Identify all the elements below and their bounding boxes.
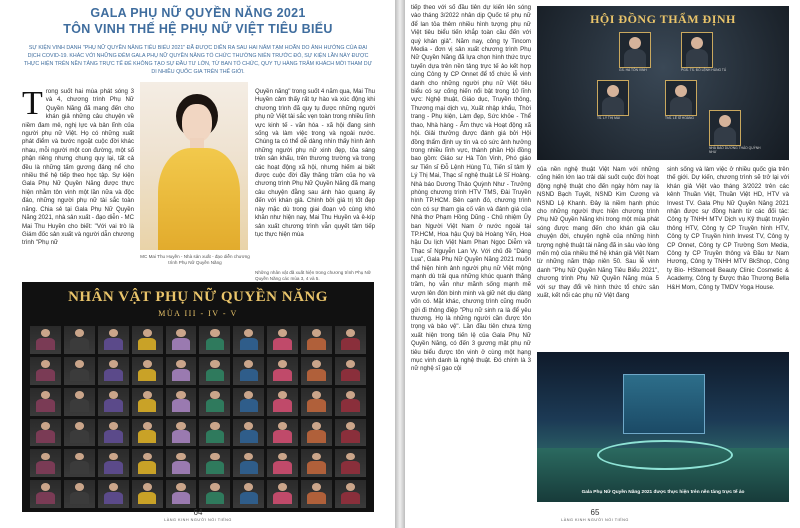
collage-portrait	[335, 388, 366, 416]
collage-portrait	[301, 480, 332, 508]
collage-portrait	[301, 449, 332, 477]
collage-portrait	[335, 357, 366, 385]
left-page	[0, 0, 395, 528]
portrait-dress	[158, 148, 240, 250]
collage-portrait	[267, 480, 298, 508]
collage-portrait	[233, 449, 264, 477]
collage-portrait	[335, 326, 366, 354]
collage-portrait	[64, 419, 95, 447]
collage-portrait	[199, 449, 230, 477]
collage-portrait	[267, 419, 298, 447]
collage-portrait	[30, 419, 61, 447]
collage-portrait	[267, 388, 298, 416]
collage-portrait	[64, 326, 95, 354]
portrait-face	[182, 104, 212, 142]
article-title-line1: GALA PHỤ NỮ QUYỀN NĂNG 2021	[90, 6, 306, 20]
collage-portrait	[132, 357, 163, 385]
collage-portrait	[64, 388, 95, 416]
collage-portrait	[30, 357, 61, 385]
collage-portrait	[199, 357, 230, 385]
collage-portrait	[335, 449, 366, 477]
collage-portrait	[132, 480, 163, 508]
virtual-stage-image	[537, 352, 789, 502]
right-column-1: tiếp theo với số đầu tiên dự kiến lên sóng vào tháng 3/2022 nhân dịp Quốc tế phụ nữ để lan tỏa thêm nhiều hình tượng phụ nữ Việt tiêu biểu tiến khắp toàn cầu đến với quý khán giả". Năm nay, công ty Tincom Media - đơn vị sản xuất chương trình Phụ Nữ Quyền Năng đã lựa chọn hình thức trực tuyến dựa trên nền tảng trực tế ảo kết hợp cùng Công ty CP Onnet để tổ chức lễ vinh danh cho những người phụ nữ Việt tiêu biểu có sự cống hiến nổi bật trong 10 lĩnh vực: Nghệ thuật, Giáo dục, Truyền thông, Thương mại dịch vụ, Xuất nhập khẩu, Thời trang - Phụ kiện, Làm đẹp, Sức khỏe - Thể thao, Nhà hàng - Ẩm thực và Hoạt động xã hội. Giải thưởng được đánh giá bởi Hội đồng thẩm định uy tín và có sức ảnh hưởng trong nhiều lĩnh vực, thành phần Hội đồng bao gồm: Giáo sư Hà Tôn Vinh, Phó giáo sư Tiến sĩ Đỗ Lệnh Hùng Tú, Tiến sĩ tâm lý Lý Thị Mai, Thạc sĩ nghệ thuật Lê Sĩ Hoàng. Nhà báo Dương Thảo Quỳnh Như - Trưởng phòng chương trình HTV TMS, Đài Truyền hình TP.HCM. Bên cạnh đó, chương trình còn có sự tham gia cố vấn và đánh giá của Nhà thơ Phạm Hồng Dũng - Chủ nhiệm Ủy ban Người Việt Nam ở nước ngoài tại TP.HCM, Hoa hậu Quý bà Hoàng Yến, Hoa hậu Du lịch Việt Nam Phan Ngọc Diễm và Thạc sĩ Nguyễn Lan Vy. Với chủ đề "Dáng Lụa", Gala Phụ Nữ Quyền Năng 2021 muốn thể hiện hình ảnh người phụ nữ Việt mộng mạnh dù trải qua những khúc quanh thăng trầm, họ vẫn như mãnh sống mạnh mẽ vượn lên đón bình minh và giữ nét dịu dàng vốn có. Mặt khác, chương trình cũng muốn gửi đi thông điệp "Phụ nữ sinh ra là để yêu thương. Họ là những người cần được tôn trọng và bảo vệ". Lần đầu tiên chưa từng xuất hiện trong tiến lệ của Gala Phụ Nữ Quyền Năng, có đến 3 gương mặt phụ nữ tiêu biểu được tôn vinh ở cùng một hạng mục vinh danh là nghệ thuật. Đó chính là 3 nữ nghệ sĩ gạo cội	[411, 4, 531, 373]
council-photo-4	[665, 80, 697, 116]
article-title-line2: TÔN VINH THẾ HỆ PHỤ NỮ VIỆT TIÊU BIỂU	[63, 22, 333, 36]
council-name-5: NHÀ BÁO DƯƠNG THẢO QUỲNH NHƯ	[709, 146, 761, 155]
stage-screen	[623, 374, 705, 434]
council-image	[537, 6, 789, 160]
footer-left: LÀNG KINH NGƯỜI NỔI TIẾNG	[164, 518, 232, 522]
collage-portrait	[132, 419, 163, 447]
women-collage-image	[22, 282, 374, 512]
council-name-4: ThS. LÊ SĨ HOÀNG	[665, 116, 694, 120]
image-caption: Những nhân vật đã xuất hiện trong chương trình Phụ Nữ Quyền Năng các mùa 3, 4 và 5.	[255, 270, 371, 281]
collage-portrait	[199, 388, 230, 416]
collage-portrait	[301, 419, 332, 447]
collage-portrait	[30, 480, 61, 508]
collage-portrait	[301, 388, 332, 416]
council-name-2: PGS. TS. ĐỖ LỆNH HÙNG TÚ	[681, 68, 727, 72]
drop-cap: T	[22, 85, 43, 122]
collage-portrait	[267, 449, 298, 477]
collage-portrait	[267, 326, 298, 354]
collage-portrait	[98, 449, 129, 477]
article-lead: SỰ KIỆN VINH DANH "PHỤ NỮ QUYỀN NĂNG TIÊU BIỂU 2021" ĐÃ ĐƯỢC DIỄN RA SAU HAI NĂM TẠM HOÃN DO ẢNH HƯỞNG CỦA ĐẠI DỊCH COVID-19. KHÁC VỚI NHỮNG ĐÊM GALA PHỤ NỮ QUYỀN NĂNG TỔ CHỨC THƯỜNG NIÊN TRƯỚC ĐÓ, SỰ KIỆN LẦN NÀY ĐƯỢC THỰC HIỆN TRÊN NỀN TẢNG TRỰC TẾ ĐỂ KHÔNG TẠO SỰ ĐẦU TƯ LỚN, TỪ BAN TỔ CHỨC, QUY TỤ HÀNG TRĂM KHÁCH MỜI THAM DỰ DI NHIỀU QUỐC GIA TRÊN THẾ GIỚI.	[23, 45, 373, 75]
collage-portrait	[30, 449, 61, 477]
collage-portrait	[132, 449, 163, 477]
collage-portrait	[233, 480, 264, 508]
collage-portrait	[233, 326, 264, 354]
collage-portrait	[132, 326, 163, 354]
footer-right: LÀNG KINH NGƯỜI NỔI TIẾNG	[561, 518, 629, 522]
collage-portrait	[98, 419, 129, 447]
council-title: HỘI ĐỒNG THẨM ĐỊNH	[590, 12, 736, 26]
collage-grid	[30, 326, 366, 508]
collage-portrait	[98, 388, 129, 416]
collage-portrait	[199, 480, 230, 508]
collage-portrait	[166, 326, 197, 354]
page-number-right: 65	[590, 508, 600, 517]
collage-portrait	[166, 449, 197, 477]
collage-portrait	[64, 357, 95, 385]
collage-portrait	[335, 419, 366, 447]
collage-portrait	[132, 388, 163, 416]
collage-portrait	[98, 357, 129, 385]
collage-portrait	[64, 449, 95, 477]
collage-portrait	[199, 326, 230, 354]
collage-portrait	[166, 480, 197, 508]
collage-portrait	[30, 326, 61, 354]
collage-portrait	[166, 357, 197, 385]
collage-portrait	[301, 326, 332, 354]
collage-portrait	[301, 357, 332, 385]
collage-portrait	[267, 357, 298, 385]
left-column-1-text: rong suốt hai mùa phát sóng 3 và 4, chương trình Phụ Nữ Quyền Năng đã mang đến cho khán giả những câu chuyện về niềm đam mê, nghị lực và bản lĩnh của người phụ nữ Việt. Họ có những xuất phát điểm và bước ngoặt cuộc đời khác nhau, mỗi người một con đường, một số phận riêng nhưng chung quy lại, tất cả đều là những tấm gương đáng nể cho nhiều thế hệ tiếp theo học tập. Sự kiện Gala Phụ Nữ Quyền Năng được thực hiện nhằm tôn vinh một lần nữa và độc đáo, những người phụ nữ tài sắc toàn năng. Chia sẻ tại Gala Phụ Nữ Quyền Năng 2021, nhà sản xuất - đạo diễn - MC Mai Thu Huyền cho biết: "Với vai trò là Giám đốc sản xuất và người dẫn chương trình "Phụ nữ	[22, 88, 134, 247]
council-photo-1	[619, 32, 651, 68]
stage-ring	[597, 440, 733, 470]
council-photo-5	[709, 110, 741, 146]
collage-portrait	[98, 326, 129, 354]
collage-portrait	[233, 388, 264, 416]
left-column-1	[22, 85, 134, 248]
right-page	[405, 0, 800, 528]
spread-gutter	[395, 0, 405, 528]
mc-portrait-photo	[140, 82, 248, 250]
collage-portrait	[166, 419, 197, 447]
collage-subtitle: MÙA III - IV - V	[158, 309, 238, 318]
right-column-3: sinh sống và làm việc ở nhiều quốc gia trên thế giới. Dự kiến, chương trình sẽ trở lại với khán giả Việt vào tháng 3/2022 trên các kênh Thuần Việt, Thuần Việt HD, HTV và Invest TV. Gala Phụ Nữ Quyền Năng 2021 nhận được sự đồng hành từ các đối tác: Công ty TNHH MTV Dịch vụ Kỹ thuật truyền thông HTV, Công ty CP Truyền hình HTV, Công ty CP Truyền hình Invest TV, Công ty CP Onnet, Công ty CP Trường Sơn Media, Công ty CP Truyền thông và Đầu tư Nam Hương, Công ty TNHH MTV BkShop, Công ty Bio- HStemcell Beauty Clinic Cosmetic & Academy, Công ty Được thảo Thương Bella H&H Mom, Công ty TMDV Yoga House.	[667, 166, 789, 291]
collage-portrait	[335, 480, 366, 508]
council-name-1: GS. HÀ TÔN VINH	[619, 68, 647, 72]
collage-portrait	[199, 419, 230, 447]
collage-portrait	[64, 480, 95, 508]
council-photo-2	[681, 32, 713, 68]
collage-portrait	[98, 480, 129, 508]
left-column-2: Quyền năng" trong suốt 4 năm qua, Mai Thu Huyền cảm thấy rất tự hào và xúc động khi chương trình đã quy tụ được những người phụ nữ Việt tài sắc vẹn toàn trong nhiều lĩnh vực kinh tế - văn hóa - xã hội đang sinh sống và làm việc trong và ngoài nước. Chúng ta có thể dễ dàng nhìn thấy hình ảnh những người phụ nữ xinh đẹp, tỏa sáng trên sân khấu, trên thương trường và trong các hoạt động xã hội, nhưng hiếm ai biết được cuộc đời đầy thăng trầm của họ và chương trình Phụ Nữ Quyền Năng đã mang câu chuyện đằng sau ánh hào quang ấy đến với khán giả. Chính bởi giá trị tốt đẹp này mặc dù trong giai đoạn vô cùng khó khăn như hiện nay, Mai Thu Huyền và ê-kíp sản xuất chương trình vẫn quyết tâm tiếp tục thực hiện mùa	[255, 88, 375, 238]
portrait-caption: MC Mai Thu Huyền - Nhà sản xuất - đạo diễn chương trình Phụ Nữ Quyền Năng	[140, 254, 250, 265]
collage-portrait	[166, 388, 197, 416]
council-name-3: TS. LÝ THỊ MAI	[597, 116, 621, 120]
collage-portrait	[233, 419, 264, 447]
collage-portrait	[233, 357, 264, 385]
council-photo-3	[597, 80, 629, 116]
right-column-2: của nền nghệ thuật Việt Nam với những cống hiến lớn lao trải dài suốt cuộc đời hoạt động nghệ thuật cho đến ngày hôm nay là NSND Bạch Tuyết, NSND Kim Cương và NSND Lệ Khanh. Đây là niềm hạnh phúc cho những người thực hiện chương trình Phụ Nữ Quyền Năng khi trong một mùa phát sóng được mang đến cho khán giả câu chuyện đời, chuyện nghề của những hình tượng nghệ thuật tài năng đã in sâu vào lòng mến mộ của nhiều thế hệ khán giả Việt Nam từ những năm thập niên 50. Sau lễ vinh danh "Phụ Nữ Quyền Năng Tiêu Biểu 2021", chương trình Phụ Nữ Quyền Năng mùa 5 với sự thay đổi về hình thức tổ chức sản xuất, kết nối các phụ nữ Việt đang	[537, 166, 659, 300]
collage-portrait	[30, 388, 61, 416]
collage-title: NHÂN VẬT PHỤ NỮ QUYỀN NĂNG	[68, 289, 328, 305]
stage-caption: Gala Phụ Nữ Quyền Năng 2021 được thực hiện trên nền tảng trực tế ảo	[581, 490, 745, 495]
page-number-left: 64	[193, 508, 203, 517]
